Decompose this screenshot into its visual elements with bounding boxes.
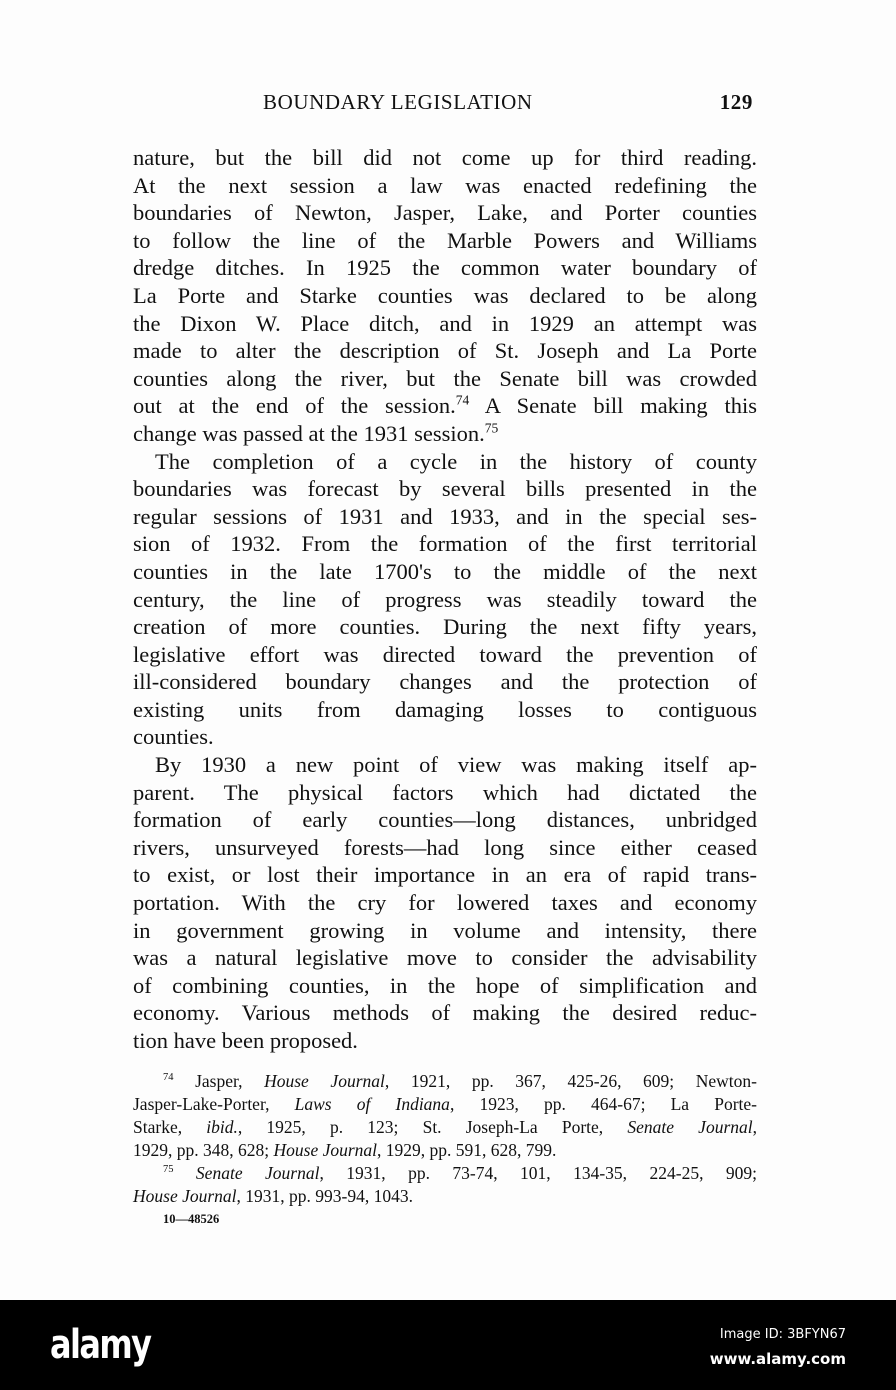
image-id: Image ID: 3BFYN67 (719, 1327, 846, 1342)
text-line: counties along the river, but the Senate bill was crowded (133, 365, 757, 391)
text-line: sion of 1932. From the formation of the first territorial (133, 531, 757, 557)
italic-title: House Journal (273, 1140, 378, 1160)
text-line: century, the line of progress was steadily toward the (133, 586, 757, 612)
footnote-ref: 74 (163, 1072, 174, 1084)
text-line: regular sessions of 1931 and 1933, and in the special ses- (133, 503, 757, 529)
text-line: By 1930 a new point of view was making itself ap- (155, 752, 757, 778)
italic-title: Senate Journal (627, 1117, 753, 1137)
text-run: Jasper-Lake-Porter, (133, 1094, 295, 1114)
text-line: ill-considered boundary changes and the protection of (133, 669, 757, 695)
page-number: 129 (719, 90, 753, 114)
paragraph (133, 751, 757, 1055)
footnote-ref: 75 (484, 420, 499, 436)
running-header (133, 90, 757, 120)
text-run: 1929, pp. 348, 628; (133, 1140, 274, 1160)
footnote (133, 1070, 757, 1162)
italic-title: House Journal (264, 1071, 385, 1091)
watermark-url: www.alamy.com (709, 1350, 846, 1368)
italic-title: House Journal (133, 1186, 237, 1206)
text-run: Starke, (133, 1117, 207, 1137)
text-line: dredge ditches. In 1925 the common water boundary of (133, 255, 757, 281)
text-line (133, 1070, 757, 1093)
text-line: made to alter the description of St. Joseph and La Porte (133, 338, 757, 364)
text-run: , (752, 1117, 757, 1137)
paragraph (133, 448, 757, 752)
text-line (133, 420, 757, 448)
running-title: BOUNDARY LEGISLATION (263, 90, 533, 114)
text-line: legislative effort was directed toward the prevention of (133, 641, 757, 667)
text-line: portation. With the cry for lowered taxes and economy (133, 890, 757, 916)
text-line: The completion of a cycle in the history of county (155, 448, 757, 474)
text-run: , 1929, pp. 591, 628, 799. (377, 1140, 557, 1160)
text-line: was a natural legislative move to consider the advisability (133, 945, 757, 971)
text-line: of combining counties, in the hope of simplification and (133, 972, 757, 998)
text-line: counties in the late 1700's to the middle of the next (133, 558, 757, 584)
text-line: to follow the line of the Marble Powers and Williams (133, 227, 757, 253)
text-line: creation of more counties. During the next fifty years, (133, 614, 757, 640)
text-line (133, 1162, 757, 1185)
text-line: the Dixon W. Place ditch, and in 1929 an attempt was (133, 310, 757, 336)
text-line (133, 1185, 757, 1208)
text-line: rivers, unsurveyed forests—had long since either ceased (133, 834, 757, 860)
footnote (133, 1162, 757, 1208)
body-text (133, 144, 757, 1055)
text-line: in government growing in volume and intensity, there (133, 917, 757, 943)
text-run: change was passed at the 1931 session. (133, 420, 485, 446)
italic-title: Laws of Indiana (294, 1094, 450, 1114)
text-line: formation of early counties—long distances, unbridged (133, 807, 757, 833)
paragraph (133, 144, 757, 448)
text-line: boundaries of Newton, Jasper, Lake, and Porter counties (133, 200, 757, 226)
watermark-bar (0, 1300, 896, 1390)
text-line (133, 1116, 757, 1139)
text-line: tion have been proposed. (133, 1028, 358, 1053)
text-line: existing units from damaging losses to contiguous (133, 696, 757, 722)
text-line: At the next session a law was enacted redefining the (133, 172, 757, 198)
italic-title: ibid. (206, 1117, 238, 1137)
text-run: Jasper, (173, 1071, 265, 1091)
text-run: , 1925, p. 123; St. Joseph-La Porte, (237, 1117, 628, 1137)
text-line: counties. (133, 724, 214, 750)
text-line: economy. Various methods of making the desired reduc- (133, 1000, 757, 1026)
text-run: , 1931, pp. 993-94, 1043. (236, 1186, 413, 1206)
text-run: , 1921, pp. 367, 425-26, 609; Newton- (384, 1071, 757, 1091)
text-line (133, 392, 757, 420)
text-line: boundaries was forecast by several bills presented in the (133, 476, 757, 502)
footnote-ref: 74 (455, 392, 470, 408)
text-run: out at the end of the session. (133, 393, 456, 419)
text-line (133, 1139, 757, 1162)
text-line: nature, but the bill did not come up for third reading. (133, 145, 757, 170)
printer-signature: 10—48526 (163, 1212, 220, 1226)
text-line: parent. The physical factors which had dictated the (133, 779, 757, 805)
italic-title: Senate Journal (173, 1163, 320, 1183)
footnotes (133, 1070, 757, 1208)
text-line: La Porte and Starke counties was declared to be along (133, 282, 757, 308)
text-line: to exist, or lost their importance in an era of rapid trans- (133, 862, 757, 888)
text-run: A Senate bill making this (469, 393, 758, 419)
text-line (133, 1093, 757, 1116)
text-run: , 1923, pp. 464-67; La Porte- (449, 1094, 757, 1114)
text-run: , 1931, pp. 73-74, 101, 134-35, 224-25, 909; (319, 1163, 757, 1183)
alamy-logo: alamy (50, 1322, 151, 1368)
footnote-ref: 75 (163, 1164, 174, 1176)
